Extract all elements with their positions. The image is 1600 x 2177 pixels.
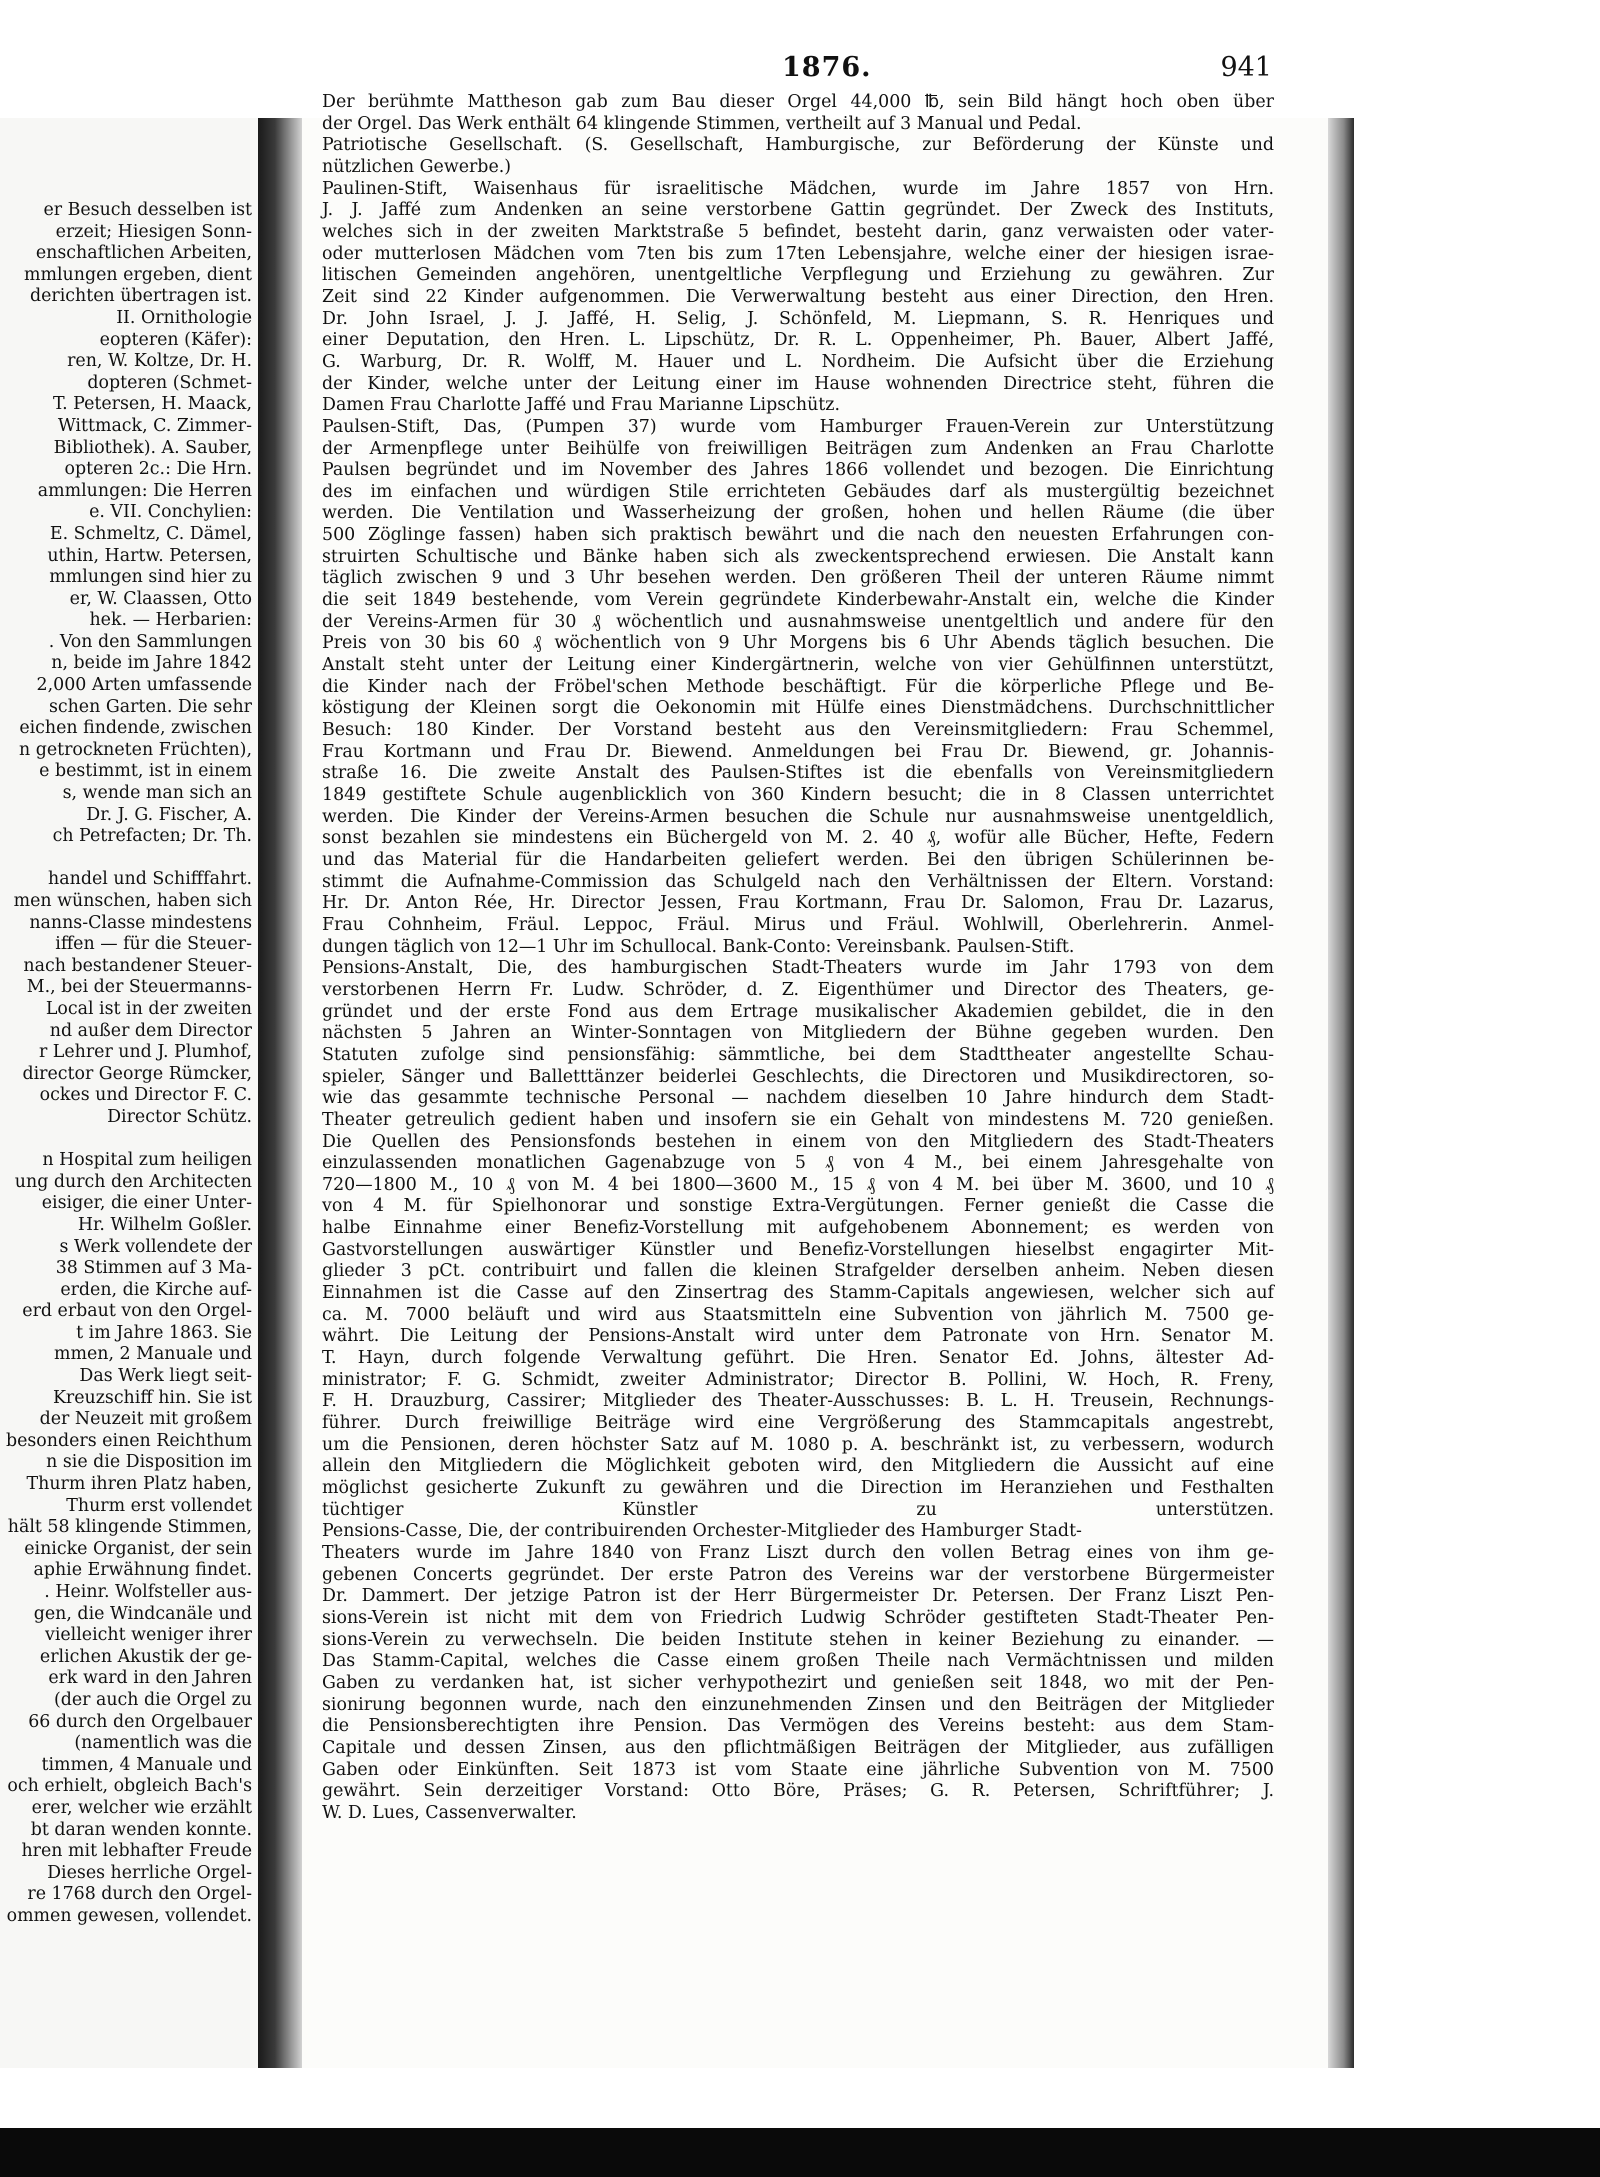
left-page-line	[0, 848, 252, 870]
left-page-line: 66 durch den Orgelbauer	[28, 1711, 252, 1732]
left-page-line: Kreuzschiff hin. Sie ist	[52, 1387, 252, 1408]
left-page-text-column	[0, 200, 252, 1928]
text-line: ca. M. 7000 beläuft und wird aus Staatsmitteln eine Subvention von jährlich M. 7500 ge-	[322, 1304, 1274, 1325]
left-page-line: Dieses herrliche Orgel-	[47, 1862, 252, 1883]
left-page-line: nanns-Classe mindestens	[29, 912, 252, 933]
left-page-line: erd erbaut von den Orgel-	[22, 1301, 252, 1322]
left-page-line: n, beide im Jahre 1842	[51, 653, 252, 674]
text-line: 1849 gestiftete Schule augenblicklich von 360 Kindern besucht; die in 8 Classen unterrichtet	[322, 785, 1274, 805]
left-page-line: Bibliothek). A. Sauber,	[53, 437, 252, 458]
text-line: Der berühmte Mattheson gab zum Bau dieser Orgel 44,000 ℔, sein Bild hängt hoch oben über	[322, 92, 1274, 112]
text-line: allein den Mitgliedern die Möglichkeit geboten wird, den Mitgliedern die Aussicht auf eine	[322, 1456, 1274, 1477]
text-line: sonst bezahlen sie mindestens ein Büchergeld von M. 2. 40 ₰, wofür alle Bücher, Hefte, Federn	[322, 828, 1274, 849]
text-line: um die Pensionen, deren höchster Satz auf M. 1080 p. A. beschränkt ist, zu verbessern, wodurch	[322, 1434, 1274, 1455]
main-text-column	[322, 92, 1274, 1825]
left-page-line: ammlungen: Die Herren	[37, 480, 252, 501]
left-page-line: r Lehrer und J. Plumhof,	[38, 1042, 252, 1063]
left-page-line: E. Schmeltz, C. Dämel,	[49, 523, 252, 544]
left-page-line: Dr. J. G. Fischer, A.	[86, 804, 252, 825]
text-line: der Armenpflege unter Beihülfe von freiwilligen Beiträgen zum Andenken an Frau Charlotte	[322, 438, 1274, 459]
text-line: nächsten 5 Jahren an Winter-Sonntagen von Mitgliedern der Bühne gegeben wurden. Den	[322, 1023, 1274, 1044]
left-page-line: eichen findende, zwischen	[19, 718, 252, 739]
left-page-line: och erhielt, obgleich Bach's	[7, 1776, 252, 1797]
text-line: spieler, Sänger und Balletttänzer beiderlei Geschlechts, die Directoren und Musikdirectoren, so-	[322, 1066, 1274, 1087]
text-line: einzulassenden monatlichen Gagenabzuge von 5 ₰ von 4 M., bei einem Jahresgehalte von	[322, 1153, 1274, 1174]
text-line: führer. Durch freiwillige Beiträge wird eine Vergrößerung des Stammcapitals angestrebt,	[322, 1413, 1274, 1434]
text-line: 500 Zöglinge fassen) haben sich praktisch bewährt und die nach den neuesten Erfahrungen con-	[322, 525, 1274, 546]
book-gutter	[258, 118, 306, 2068]
text-line: Statuten zufolge sind pensionsfähig: sämmtliche, bei dem Stadttheater angestellte Schau-	[322, 1044, 1274, 1065]
left-page-line: erden, die Kirche auf-	[60, 1279, 252, 1300]
left-page-line: mmlungen sind hier zu	[49, 567, 252, 588]
left-page-line: ren, W. Koltze, Dr. H.	[67, 351, 252, 372]
text-line: tüchtiger Künstler zu unterstützen.	[322, 1499, 1274, 1520]
left-page-line: derichten übertragen ist.	[29, 286, 252, 307]
left-page-line	[0, 1129, 252, 1151]
text-line: Zeit sind 22 Kinder aufgenommen. Die Verwerwaltung besteht aus einer Direction, den Hren.	[322, 286, 1274, 307]
text-line: W. D. Lues, Cassenverwalter.	[322, 1802, 577, 1823]
left-page-line: n sie die Disposition im	[46, 1452, 252, 1473]
text-line: Preis von 30 bis 60 ₰ wöchentlich von 9 Uhr Morgens bis 6 Uhr Abends täglich besuchen. Die	[322, 633, 1274, 654]
left-page-line: Hr. Wilhelm Goßler.	[77, 1214, 252, 1235]
text-line: Frau Kortmann und Frau Dr. Biewend. Anmeldungen bei Frau Dr. Biewend, gr. Johannis-	[322, 741, 1274, 762]
text-line: die Kinder nach der Fröbel'schen Methode beschäftigt. Für die körperliche Pflege und Be-	[322, 676, 1274, 697]
left-page-line: besonders einen Reichthum	[5, 1430, 252, 1451]
left-page-line: (namentlich was die	[74, 1733, 252, 1754]
left-page-line: enschaftlichen Arbeiten,	[35, 243, 252, 264]
left-page-line: ch Petrefacten; Dr. Th.	[52, 826, 252, 847]
text-line: sionirung begonnen wurde, nach den einzunehmenden Zinsen und den Beiträgen der Mitglieder	[322, 1694, 1274, 1715]
text-line: wie das gesammte technische Personal — nachdem dieselben 10 Jahre hindurch dem Stadt-	[322, 1088, 1274, 1109]
left-page-line: ockes und Director F. C.	[39, 1085, 252, 1106]
left-page-line: director George Rümcker,	[22, 1063, 252, 1084]
left-page-line: aphie Erwähnung findet.	[33, 1560, 252, 1581]
left-page-line: hält 58 klingende Stimmen,	[7, 1517, 252, 1538]
left-page-line: M., bei der Steuermanns-	[26, 977, 252, 998]
page-number: 941	[1220, 52, 1272, 83]
left-page-line: n getrockneten Früchten),	[18, 739, 252, 760]
text-line: gründet und der erste Fond aus dem Ertrage musikalischer Akademien gebildet, die in den	[322, 1001, 1274, 1022]
text-line: dungen täglich von 12—1 Uhr im Schullocal. Bank-Conto: Vereinsbank. Paulsen-Stift.	[322, 936, 1075, 957]
page-edge-shadow	[1328, 118, 1354, 2068]
left-page-line: ung durch den Architecten	[14, 1171, 252, 1192]
left-page-line: bt daran wenden konnte.	[30, 1819, 252, 1840]
scan-border	[0, 2128, 1600, 2177]
text-line: der Orgel. Das Werk enthält 64 klingende Stimmen, vertheilt auf 3 Manual und Pedal.	[322, 113, 1082, 134]
left-page-line: Thurm erst vollendet	[66, 1495, 252, 1516]
text-line: stimmt die Aufnahme-Commission das Schulgeld nach den Verhältnissen der Eltern. Vorstand:	[322, 871, 1274, 892]
text-line: ministrator; F. G. Schmidt, zweiter Administrator; Director B. Pollini, W. Hoch, R. Freny,	[322, 1369, 1274, 1390]
left-page-line: Local ist in der zweiten	[45, 998, 252, 1019]
left-page-line: erer, welcher wie erzählt	[31, 1797, 252, 1818]
left-page-line: Das Werk liegt seit-	[79, 1366, 252, 1387]
left-page-line: uthin, Hartw. Petersen,	[47, 545, 252, 566]
text-line: möglichst gesicherte Zukunft zu gewähren und die Direction im Heranziehen und Festhalten	[322, 1478, 1274, 1498]
text-line: werden. Die Kinder der Vereins-Armen besuchen die Schule nur ausnahmsweise unentgeldlich,	[322, 806, 1274, 827]
left-page-line: 2,000 Arten umfassende	[36, 675, 252, 696]
left-page-line: hek. — Herbarien:	[89, 610, 252, 631]
text-line: Besuch: 180 Kinder. Der Vorstand besteht aus den Vereinsmitgliedern: Frau Schemmel,	[322, 720, 1274, 741]
left-page-line: vielleicht weniger ihrer	[45, 1625, 252, 1646]
left-page-line: er, W. Claassen, Otto	[69, 588, 252, 609]
left-page-line: Director Schütz.	[107, 1106, 252, 1127]
text-line: welches sich in der zweiten Marktstraße 5 befindet, besteht darin, ganz verwaisten oder vater-	[322, 221, 1274, 242]
text-line: Frau Cohnheim, Fräul. Leppoc, Fräul. Mirus und Fräul. Wohlwill, Oberlehrerin. Anmel-	[322, 914, 1274, 935]
text-line: gebenen Concerts gegründet. Der erste Patron des Vereins war der verstorbene Bürgermeister	[322, 1564, 1274, 1585]
left-page-line: mmlungen ergeben, dient	[24, 264, 252, 285]
left-page-line: eopteren (Käfer):	[99, 329, 252, 350]
text-line: Theater getreulich gedient haben und insofern sie ein Gehalt von mindestens M. 720 genießen.	[322, 1109, 1274, 1130]
left-page-line: re 1768 durch den Orgel-	[27, 1884, 252, 1905]
left-page-line: hren mit lebhafter Freude	[21, 1841, 252, 1862]
left-page-line: einicke Organist, der sein	[24, 1538, 252, 1559]
text-line: G. Warburg, Dr. R. Wolff, M. Hauer und L. Nordheim. Die Aufsicht über die Erziehung	[322, 351, 1274, 372]
text-line: Paulsen begründet und im November des Jahres 1866 vollendet und bezogen. Die Einrichtung	[322, 460, 1274, 481]
text-line: Einnahmen ist die Casse auf den Zinsertrag des Stamm-Capitals angewiesen, welcher sich auf	[322, 1283, 1274, 1304]
left-page-line: (der auch die Orgel zu	[53, 1689, 252, 1710]
text-line: Dr. Dammert. Der jetzige Patron ist der Herr Bürgermeister Dr. Petersen. Der Franz Liszt Pen-	[322, 1586, 1274, 1607]
facing-page-left	[0, 118, 262, 2068]
left-page-line: n Hospital zum heiligen	[42, 1150, 252, 1171]
text-line: Die Quellen des Pensionsfonds bestehen in einem von den Mitgliedern des Stadt-Theaters	[322, 1131, 1274, 1152]
left-page-line: nach bestandener Steuer-	[23, 955, 252, 976]
text-line: Paulsen-Stift, Das, (Pumpen 37) wurde vom Hamburger Frauen-Verein zur Unterstützung	[322, 416, 1274, 437]
text-line: Capitale und dessen Zinsen, aus den pflichtmäßigen Beiträgen der Mitglieder, aus zufälligen	[322, 1737, 1274, 1758]
text-line: des im einfachen und würdigen Stile errichteten Gebäudes darf als mustergültig bezeichnet	[322, 481, 1274, 502]
text-line: von 4 M. für Spielhonorar und sonstige Extra-Vergütungen. Ferner genießt die Casse die	[322, 1196, 1274, 1217]
text-line: Pensions-Casse, Die, der contribuirenden Orchester-Mitglieder des Hamburger Stadt-	[322, 1521, 1082, 1542]
text-line: Patriotische Gesellschaft. (S. Gesellschaft, Hamburgische, zur Beförderung der Künste und	[322, 135, 1274, 156]
text-line: köstigung der Kleinen sorgt die Oekonomin mit Hülfe eines Dienstmädchens. Durchschnittlicher	[322, 698, 1274, 719]
left-page-line: Thurm ihren Platz haben,	[26, 1474, 252, 1495]
left-page-line: e. VII. Conchylien:	[89, 502, 252, 523]
left-page-line: iffen — für die Steuer-	[55, 934, 252, 955]
left-page-line: erlichen Akustik der ge-	[39, 1646, 252, 1667]
left-page-line: opteren 2c.: Die Hrn.	[64, 459, 252, 480]
text-line: glieder 3 pCt. contribuirt und fallen die kleinen Strafgelder derselben anheim. Neben diesen	[322, 1261, 1274, 1282]
text-line: Hr. Dr. Anton Rée, Hr. Director Jessen, Frau Kortmann, Frau Dr. Salomon, Frau Dr. Lazarus,	[322, 893, 1274, 914]
left-page-line: Wittmack, C. Zimmer-	[57, 415, 252, 436]
left-page-line: s Werk vollendete der	[59, 1236, 252, 1257]
left-page-line: 38 Stimmen auf 3 Ma-	[55, 1258, 252, 1279]
text-line: sions-Verein zu verwechseln. Die beiden Institute stehen in keiner Beziehung zu einander. —	[322, 1629, 1274, 1650]
text-line: nützlichen Gewerbe.)	[322, 156, 512, 177]
left-page-line: II. Ornithologie	[116, 307, 252, 328]
text-line: die seit 1849 bestehende, vom Verein gegründete Kinderbewahr-Anstalt ein, welche die Kinder	[322, 590, 1274, 611]
text-line: 720—1800 M., 10 ₰ von M. 4 bei 1800—3600 M., 15 ₰ von 4 M. bei über M. 3600, und 10 ₰	[322, 1174, 1274, 1195]
left-page-line: men wünschen, haben sich	[13, 891, 252, 911]
text-line: die Pensionsberechtigten ihre Pension. Das Vermögen des Vereins besteht: aus dem Stam-	[322, 1716, 1274, 1737]
text-line: Gastvorstellungen auswärtiger Künstler und Benefiz-Vorstellungen hieselbst engagirter Mit-	[322, 1239, 1274, 1260]
left-page-line: erk ward in den Jahren	[48, 1668, 252, 1689]
text-line: T. Hayn, durch folgende Verwaltung geführt. Die Hren. Senator Ed. Johns, ältester Ad-	[322, 1348, 1274, 1369]
text-line: Paulinen-Stift, Waisenhaus für israelitische Mädchen, wurde im Jahre 1857 von Hrn.	[322, 178, 1274, 199]
left-page-line: e bestimmt, ist in einem	[39, 761, 252, 782]
text-line: der Vereins-Armen für 30 ₰ wöchentlich und ausnahmsweise unentgeltlich und andere für den	[322, 611, 1274, 632]
text-line: Gaben oder Einkünften. Seit 1873 ist vom Staate eine jährliche Subvention von M. 7500	[322, 1759, 1274, 1780]
left-page-line: . Heinr. Wolfsteller aus-	[44, 1582, 252, 1602]
text-line: halbe Einnahme einer Benefiz-Vorstellung mit aufgehobenem Abonnement; es werden von	[322, 1218, 1274, 1239]
text-line: der Kinder, welche unter der Leitung einer im Hause wohnenden Directrice steht, führen die	[322, 373, 1274, 394]
left-page-line: gen, die Windcanäle und	[33, 1603, 252, 1624]
text-line: täglich zwischen 9 und 3 Uhr besehen werden. Den größeren Theil der unteren Räume nimmt	[322, 568, 1274, 589]
text-line: Damen Frau Charlotte Jaffé und Frau Marianne Lipschütz.	[322, 395, 840, 416]
text-line: F. H. Drauzburg, Cassirer; Mitglieder des Theater-Ausschusses: B. L. H. Treusein, Rechnungs-	[322, 1391, 1274, 1412]
text-line: einer Deputation, den Hren. L. Lipschütz, Dr. R. L. Oppenheimer, Ph. Bauer, Albert Jaffé,	[322, 330, 1274, 351]
left-page-line: dopteren (Schmet-	[87, 372, 252, 393]
text-line: straße 16. Die zweite Anstalt des Paulsen-Stiftes ist die ebenfalls von Vereinsmitgliedern	[322, 763, 1274, 784]
text-line: und das Material für die Handarbeiten geliefert werden. Bei den übrigen Schülerinnen be-	[322, 849, 1274, 870]
text-line: Gaben zu verdanken hat, ist sicher verhypothezirt und genießen seit 1848, wo mit der Pen-	[322, 1672, 1274, 1693]
left-page-line: eisiger, die einer Unter-	[41, 1193, 252, 1214]
text-line: Theaters wurde im Jahre 1840 von Franz Liszt durch den vollen Betrag eines von ihm ge-	[322, 1542, 1274, 1563]
left-page-line: handel und Schifffahrt.	[48, 869, 252, 890]
left-page-line: mmen, 2 Manuale und	[54, 1344, 252, 1365]
left-page-line: timmen, 4 Manuale und	[41, 1754, 252, 1775]
left-page-line: erzeit; Hiesigen Sonn-	[55, 221, 252, 242]
text-line: gewährt. Sein derzeitiger Vorstand: Otto Böre, Präses; G. R. Petersen, Schriftführer; J.	[322, 1781, 1274, 1802]
left-page-line: T. Petersen, H. Maack,	[53, 394, 252, 415]
left-page-line: schen Garten. Die sehr	[48, 696, 252, 717]
left-page-line: s, wende man sich an	[62, 783, 252, 804]
text-line: Dr. John Israel, J. J. Jaffé, H. Selig, J. Schönfeld, M. Liepmann, S. R. Henriques und	[322, 308, 1274, 329]
text-line: sions-Verein ist nicht mit dem von Friedrich Ludwig Schröder gestifteten Stadt-Theater Pen-	[322, 1607, 1274, 1628]
text-line: Pensions-Anstalt, Die, des hamburgischen Stadt-Theaters wurde im Jahr 1793 von dem	[322, 958, 1274, 979]
page-header	[322, 52, 1272, 92]
left-page-line: t im Jahre 1863. Sie	[76, 1322, 252, 1343]
text-line: währt. Die Leitung der Pensions-Anstalt wird unter dem Patronate von Hrn. Senator M.	[322, 1326, 1274, 1347]
text-line: litischen Gemeinden angehören, unentgeltliche Verpflegung und Erziehung zu gewähren. Zur	[322, 265, 1274, 286]
left-page-line: ommen gewesen, vollendet.	[6, 1905, 252, 1926]
left-page-line: nd außer dem Director	[49, 1020, 252, 1041]
text-line: verstorbenen Herrn Fr. Ludw. Schröder, d. Z. Eigenthümer und Director des Theaters, ge-	[322, 979, 1274, 1000]
text-line: Das Stamm-Capital, welches die Casse einem großen Theile nach Vermächtnissen und milden	[322, 1651, 1274, 1672]
text-line: werden. Die Ventilation und Wasserheizung der großen, hohen und hellen Räume (die über	[322, 503, 1274, 524]
text-line: Anstalt steht unter der Leitung einer Kindergärtnerin, welche von vier Gehülfinnen unterstützt,	[322, 655, 1274, 676]
left-page-line: er Besuch desselben ist	[43, 200, 252, 220]
running-head-year: 1876.	[782, 52, 872, 83]
text-line: J. J. Jaffé zum Andenken an seine verstorbene Gattin gegründet. Der Zweck des Instituts,	[322, 200, 1274, 221]
left-page-line: der Neuzeit mit großem	[39, 1409, 252, 1430]
left-page-line: . Von den Sammlungen	[48, 631, 252, 652]
text-line: oder mutterlosen Mädchen vom 7ten bis zum 17ten Lebensjahre, welche einer der hiesigen israe-	[322, 243, 1274, 264]
text-line: struirten Schultische und Bänke haben sich als zweckentsprechend erwiesen. Die Anstalt kann	[322, 546, 1274, 567]
